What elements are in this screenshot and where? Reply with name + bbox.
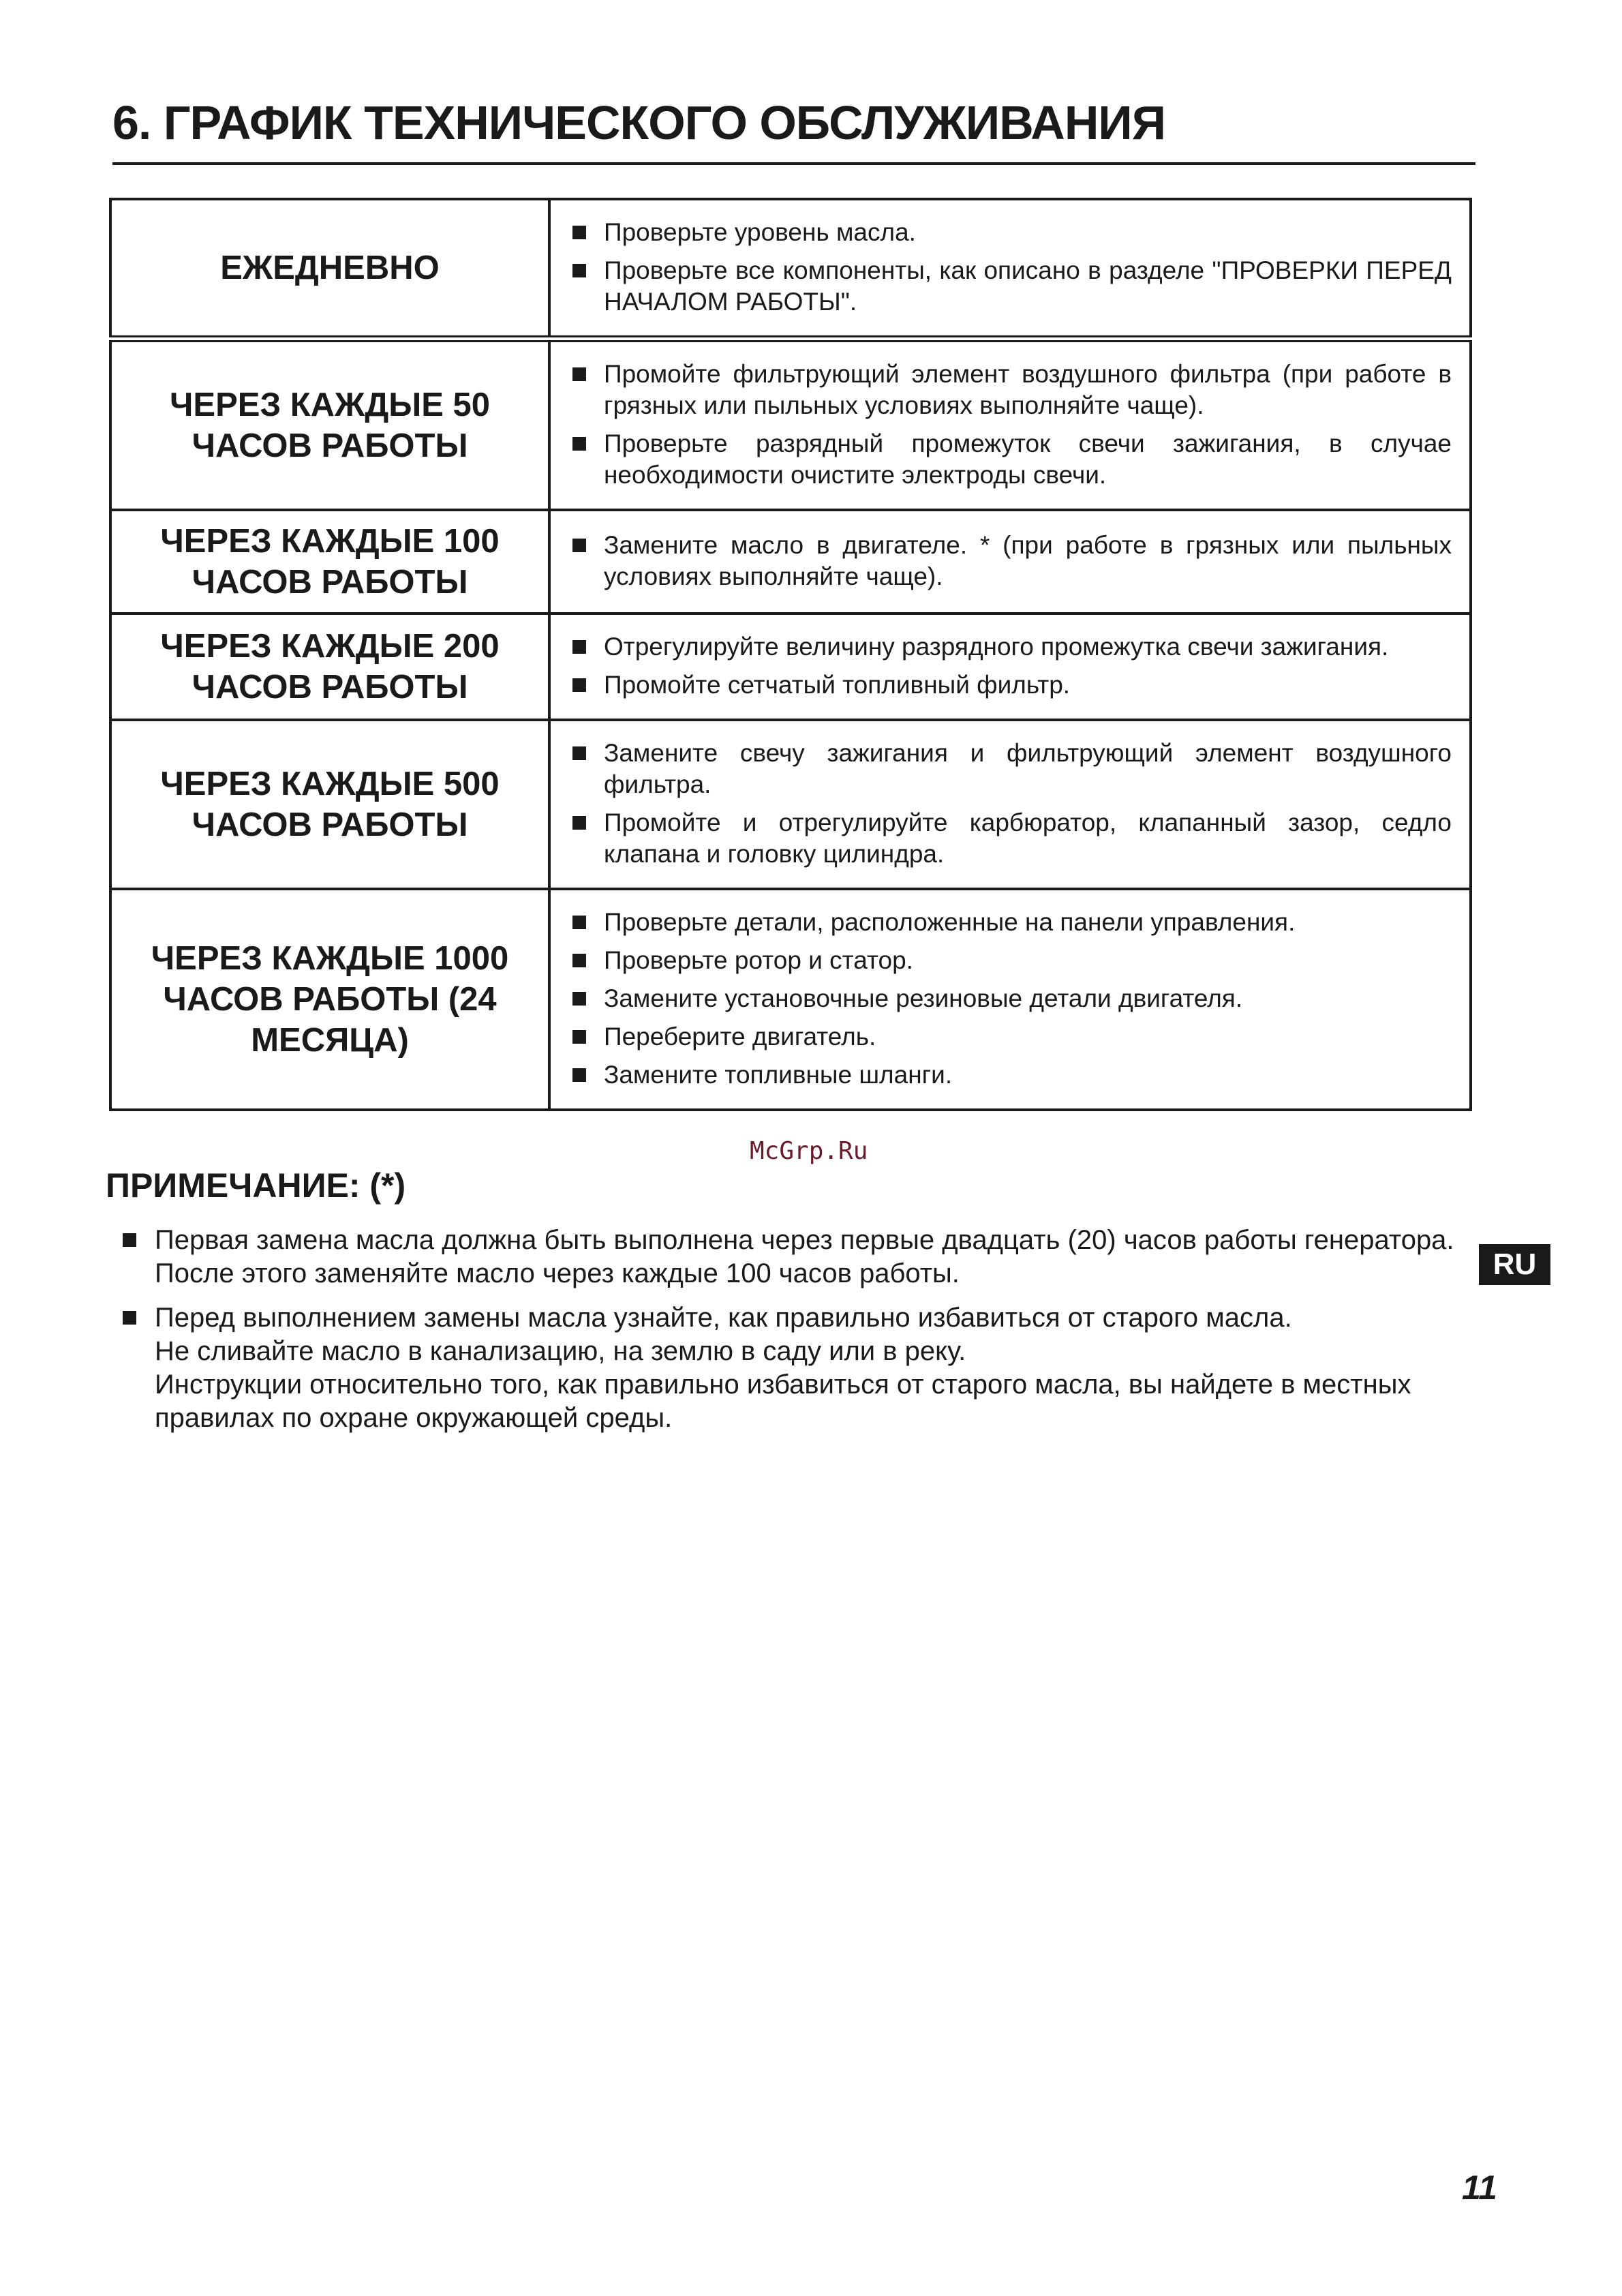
note-line: Инструкции относительно того, как правильно избавиться от старого масла, вы найдете в местных правилах по охране окружающей среды. <box>155 1370 1411 1433</box>
interval-cell: ЧЕРЕЗ КАЖДЫЕ 500 ЧАСОВ РАБОТЫ <box>110 720 549 889</box>
schedule-row <box>110 614 1471 720</box>
note-heading: ПРИМЕЧАНИЕ: (*) <box>106 1166 406 1205</box>
task-item: Замените свечу зажигания и фильтрующий элемент воздушного фильтра. <box>572 738 1452 800</box>
maintenance-schedule-table <box>109 198 1472 1111</box>
watermark: McGrp.Ru <box>750 1137 868 1165</box>
interval-cell: ЕЖЕДНЕВНО <box>110 199 549 339</box>
tasks-cell <box>549 720 1471 889</box>
note-line: Первая замена масла должна быть выполнена через первые двадцать (20) часов работы генератора. <box>155 1225 1454 1255</box>
task-list <box>572 631 1452 701</box>
task-item: Отрегулируйте величину разрядного промежутка свечи зажигания. <box>572 631 1452 663</box>
task-item: Проверьте ротор и статор. <box>572 945 1452 976</box>
note-line: Перед выполнением замены масла узнайте, как правильно избавиться от старого масла. <box>155 1303 1292 1333</box>
task-list <box>572 738 1452 870</box>
schedule-row <box>110 510 1471 614</box>
interval-cell: ЧЕРЕЗ КАЖДЫЕ 200 ЧАСОВ РАБОТЫ <box>110 614 549 720</box>
note-item <box>123 1224 1479 1290</box>
task-item: Проверьте все компоненты, как описано в разделе "ПРОВЕРКИ ПЕРЕД НАЧАЛОМ РАБОТЫ". <box>572 255 1452 318</box>
language-badge: RU <box>1479 1244 1550 1285</box>
schedule-row <box>110 339 1471 510</box>
note-line: Не сливайте масло в канализацию, на землю в саду или в реку. <box>155 1336 966 1366</box>
task-item: Замените топливные шланги. <box>572 1059 1452 1091</box>
task-item: Проверьте разрядный промежуток свечи зажигания, в случае необходимости очистите электроды свечи. <box>572 428 1452 491</box>
task-item: Промойте фильтрующий элемент воздушного фильтра (при работе в грязных или пыльных условиях выполняйте чаще). <box>572 359 1452 421</box>
task-item: Переберите двигатель. <box>572 1021 1452 1053</box>
task-list <box>572 907 1452 1091</box>
tasks-cell <box>549 889 1471 1110</box>
task-item: Проверьте детали, расположенные на панели управления. <box>572 907 1452 938</box>
schedule-row <box>110 889 1471 1110</box>
task-list <box>572 530 1452 592</box>
tasks-cell <box>549 339 1471 510</box>
schedule-row <box>110 199 1471 339</box>
note-item <box>123 1301 1479 1435</box>
task-item: Замените масло в двигателе. * (при работе в грязных или пыльных условиях выполняйте чаще). <box>572 530 1452 592</box>
task-item: Промойте сетчатый топливный фильтр. <box>572 669 1452 701</box>
schedule-row <box>110 720 1471 889</box>
title-underline <box>112 162 1475 165</box>
task-item: Замените установочные резиновые детали двигателя. <box>572 983 1452 1014</box>
notes-list <box>123 1224 1479 1446</box>
task-list <box>572 359 1452 491</box>
tasks-cell <box>549 614 1471 720</box>
page-number: 11 <box>1462 2169 1497 2207</box>
interval-cell: ЧЕРЕЗ КАЖДЫЕ 100 ЧАСОВ РАБОТЫ <box>110 510 549 614</box>
task-item: Промойте и отрегулируйте карбюратор, клапанный зазор, седло клапана и головку цилиндра. <box>572 807 1452 870</box>
schedule-table-body <box>110 199 1471 1110</box>
tasks-cell <box>549 199 1471 339</box>
interval-cell: ЧЕРЕЗ КАЖДЫЕ 50 ЧАСОВ РАБОТЫ <box>110 339 549 510</box>
page-title: 6. ГРАФИК ТЕХНИЧЕСКОГО ОБСЛУЖИВАНИЯ <box>112 96 1166 149</box>
task-item: Проверьте уровень масла. <box>572 217 1452 248</box>
interval-cell: ЧЕРЕЗ КАЖДЫЕ 1000 ЧАСОВ РАБОТЫ (24 МЕСЯЦА) <box>110 889 549 1110</box>
tasks-cell <box>549 510 1471 614</box>
note-line: После этого заменяйте масло через каждые 100 часов работы. <box>155 1258 960 1288</box>
task-list <box>572 217 1452 318</box>
